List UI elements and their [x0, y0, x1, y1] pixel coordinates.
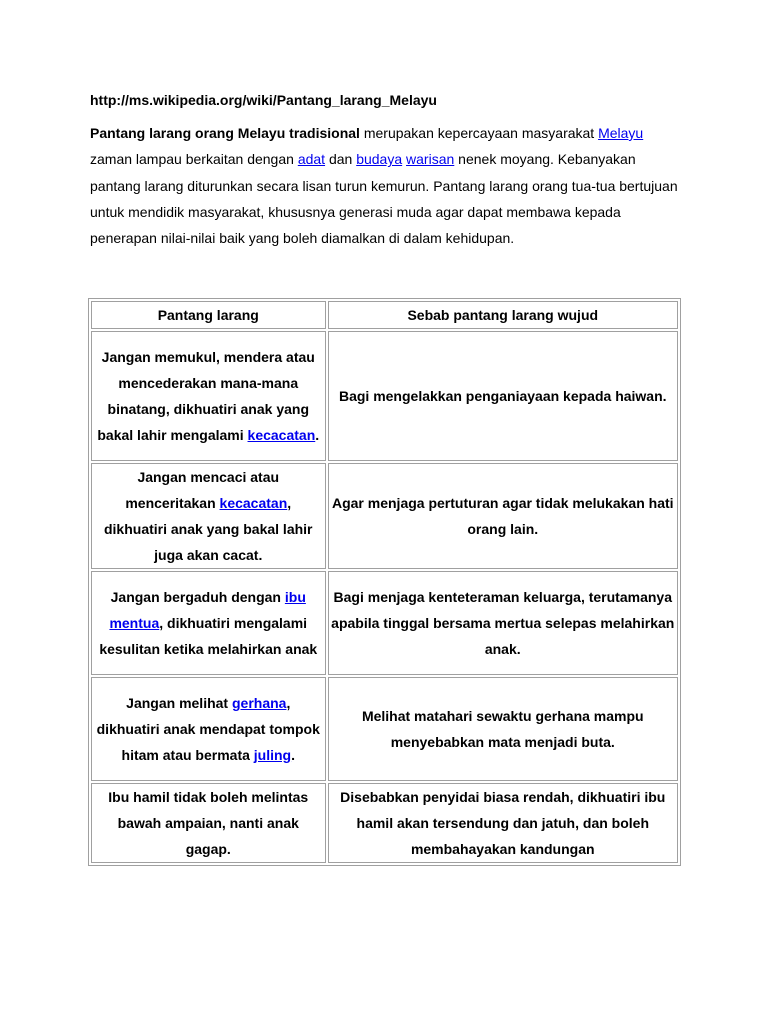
table-header-row — [91, 301, 678, 329]
link-adat[interactable]: adat — [297, 151, 326, 168]
pantang-cell — [91, 331, 326, 461]
cell-text: . — [315, 427, 320, 443]
table-row — [91, 571, 678, 675]
cell-text: , dikhuatiri anak yang bakal lahir juga akan cacat. — [103, 495, 313, 563]
sebab-cell: Disebabkan penyidai biasa rendah, dikhuatiri ibu hamil akan tersendung dan jatuh, dan boleh membahayakan kandungan — [328, 783, 678, 863]
table-row — [91, 783, 678, 863]
cell-text: Jangan mencaci atau menceritakan — [125, 469, 280, 511]
table-row — [91, 331, 678, 461]
intro-text-2: zaman lampau berkaitan dengan — [90, 151, 298, 168]
sebab-cell: Melihat matahari sewaktu gerhana mampu menyebabkan mata menjadi buta. — [328, 677, 678, 781]
intro-text-3: dan — [325, 151, 357, 168]
pantang-cell — [91, 571, 326, 675]
intro-text-1: merupakan kepercayaan masyarakat — [359, 125, 599, 141]
link-warisan[interactable]: warisan — [406, 151, 455, 168]
link-budaya[interactable]: budaya — [356, 151, 403, 168]
link-gerhana[interactable]: gerhana — [231, 695, 287, 711]
cell-text: , dikhuatiri anak mendapat tompok hitam atau bermata — [96, 695, 320, 763]
intro-paragraph — [90, 120, 678, 251]
link-kecacatan[interactable]: kecacatan — [247, 427, 316, 443]
pantang-cell: Ibu hamil tidak boleh melintas bawah ampaian, nanti anak gagap. — [91, 783, 326, 863]
sebab-cell: Bagi menjaga kenteteraman keluarga, terutamanya apabila tinggal bersama mertua selepas melahirkan anak. — [328, 571, 678, 675]
intro-bold-lead: Pantang larang orang Melayu tradisional — [90, 125, 360, 141]
table-row — [91, 463, 678, 569]
header-sebab: Sebab pantang larang wujud — [328, 301, 678, 329]
link-melayu[interactable]: Melayu — [598, 125, 644, 141]
intro-text-5: nenek moyang. Kebanyakan pantang larang diturunkan secara lisan turun kemurun. Pantang larang orang tua-tua bertujuan untuk mendidik masyarakat, khususnya generasi muda agar dapat membawa kepada penerapan nilai-nilai baik yang boleh diamalkan di dalam kehidupan. — [90, 151, 678, 247]
cell-text: Jangan memukul, mendera atau mencederakan mana-mana binatang, dikhuatiri anak yang bakal lahir mengalami — [97, 349, 315, 443]
pantang-larang-table — [88, 298, 681, 866]
link-ibu-mentua[interactable]: ibu mentua — [109, 589, 306, 631]
cell-text: Jangan melihat — [126, 695, 232, 711]
sebab-cell: Agar menjaga pertuturan agar tidak melukakan hati orang lain. — [328, 463, 678, 569]
table-row — [91, 677, 678, 781]
link-kecacatan[interactable]: kecacatan — [219, 495, 288, 511]
pantang-cell — [91, 463, 326, 569]
header-pantang-larang: Pantang larang — [91, 301, 326, 329]
sebab-cell: Bagi mengelakkan penganiayaan kepada haiwan. — [328, 331, 678, 461]
source-url: http://ms.wikipedia.org/wiki/Pantang_larang_Melayu — [90, 92, 437, 108]
cell-text: . — [291, 747, 295, 763]
cell-text: Jangan bergaduh dengan — [110, 589, 285, 605]
cell-text: , dikhuatiri mengalami kesulitan ketika melahirkan anak — [99, 615, 318, 657]
link-juling[interactable]: juling — [253, 747, 292, 763]
pantang-cell — [91, 677, 326, 781]
